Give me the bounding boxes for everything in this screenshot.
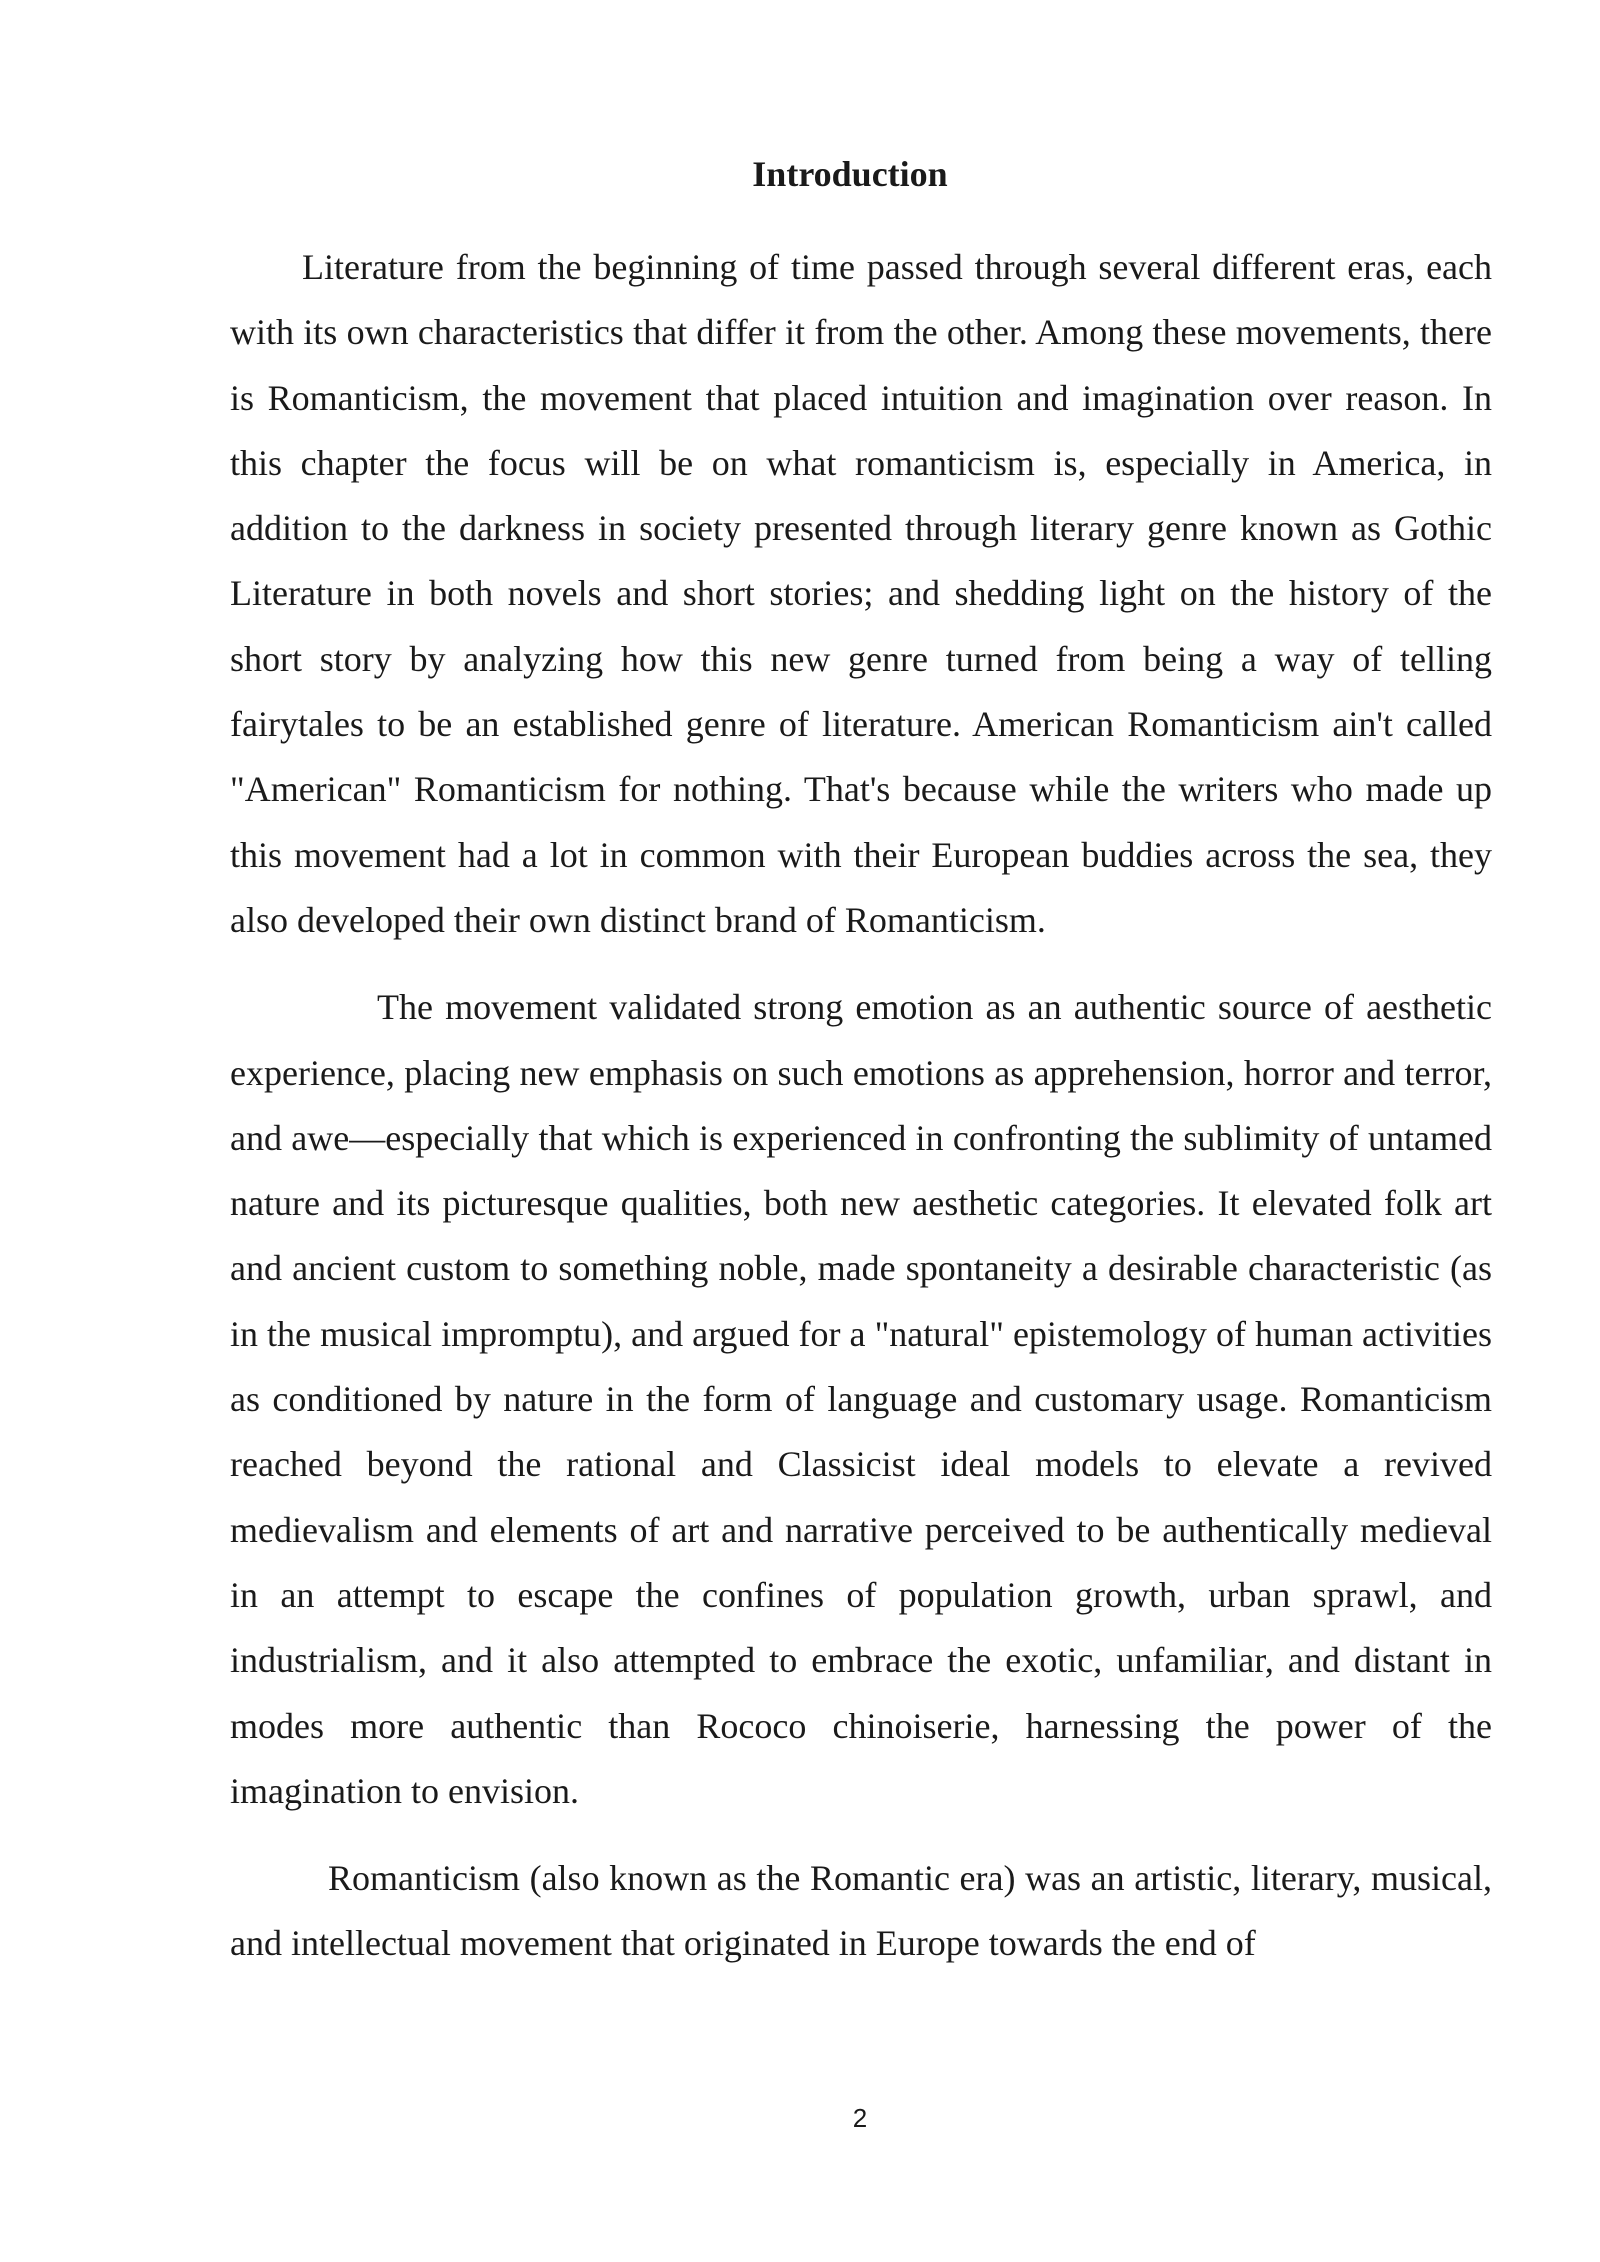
section-heading: Introduction [752,154,948,194]
body-text [230,235,1492,1977]
paragraph-literature-eras: Literature from the beginning of time passed through several different eras, each with its own characteristics that differ it from the other. Among these movements, there is Romanticism, the movement that placed intuition and imagination over reason. In this chapter the focus will be on what romanticism is, especially in America, in addition to the darkness in society presented through literary genre known as Gothic Literature in both novels and short stories; and shedding light on the history of the short story by analyzing how this new genre turned from being a way of telling fairytales to be an established genre of literature. American Romanticism ain't called "American" Romanticism for nothing. That's because while the writers who made up this movement had a lot in common with their European buddies across the sea, they also developed their own distinct brand of Romanticism. [230,247,1492,940]
paragraph-movement-emotion: The movement validated strong emotion as an authentic source of aesthetic experience, placing new emphasis on such emotions as apprehension, horror and terror, and awe—especially that which is experienced in confronting the sublimity of untamed nature and its picturesque qualities, both new aesthetic categories. It elevated folk art and ancient custom to something noble, made spontaneity a desirable characteristic (as in the musical impromptu), and argued for a "natural" epistemology of human activities as conditioned by nature in the form of language and customary usage. Romanticism reached beyond the rational and Classicist ideal models to elevate a revived medievalism and elements of art and narrative perceived to be authentically medieval in an attempt to escape the confines of population growth, urban sprawl, and industrialism, and it also attempted to embrace the exotic, unfamiliar, and distant in modes more authentic than Rococo chinoiserie, harnessing the power of the imagination to envision. [230,987,1492,1811]
page-number: 2 [852,2103,868,2133]
paragraph-romanticism-definition: Romanticism (also known as the Romantic era) was an artistic, literary, musical, and intellectual movement that originated in Europe towards the end of [230,1858,1492,1964]
